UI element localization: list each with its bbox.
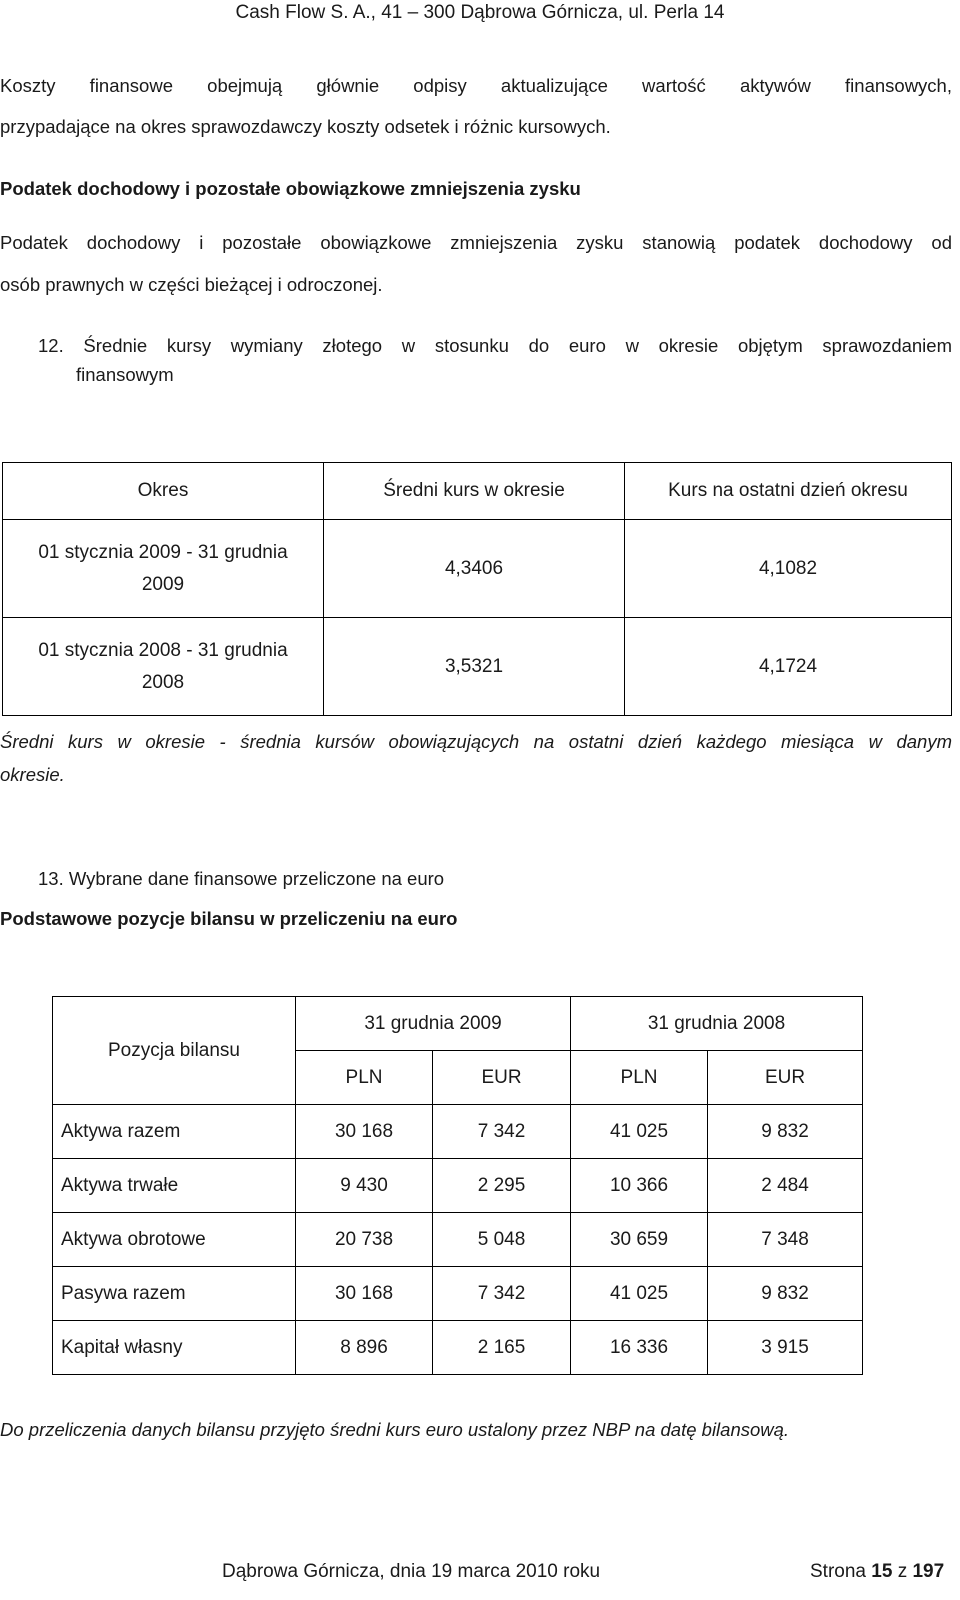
value-pln-2009: 9 430 bbox=[296, 1159, 433, 1213]
table-row bbox=[53, 1321, 863, 1375]
value-eur-2009: 7 342 bbox=[433, 1105, 571, 1159]
header-period: Okres bbox=[3, 463, 324, 520]
section-13-title: 13. Wybrane dane finansowe przeliczone na euro bbox=[38, 868, 445, 889]
value-pln-2008: 30 659 bbox=[571, 1213, 708, 1267]
header-eur-2008: EUR bbox=[708, 1051, 863, 1105]
header-eur-2009: EUR bbox=[433, 1051, 571, 1105]
value-eur-2009: 2 295 bbox=[433, 1159, 571, 1213]
table-row bbox=[53, 1267, 863, 1321]
footer-location-date: Dąbrowa Górnicza, dnia 19 marca 2010 roku bbox=[222, 1561, 601, 1582]
section-13-subtitle: Podstawowe pozycje bilansu w przeliczeniu na euro bbox=[0, 908, 458, 929]
table-row bbox=[53, 1105, 863, 1159]
period-line-1: 01 stycznia 2009 - 31 grudnia bbox=[38, 541, 288, 563]
value-eur-2009: 7 342 bbox=[433, 1267, 571, 1321]
tax-paragraph-line-2: osób prawnych w części bieżącej i odroczonej. bbox=[0, 274, 383, 295]
exchange-rate-table bbox=[2, 462, 952, 716]
row-label: Aktywa obrotowe bbox=[53, 1213, 296, 1267]
conversion-note: Do przeliczenia danych bilansu przyjęto średni kurs euro ustalony przez NBP na datę bilansową. bbox=[0, 1419, 790, 1440]
value-eur-2008: 9 832 bbox=[708, 1105, 863, 1159]
table-row bbox=[3, 520, 952, 618]
average-rate-cell: 3,5321 bbox=[324, 618, 625, 716]
value-pln-2009: 8 896 bbox=[296, 1321, 433, 1375]
value-eur-2009: 2 165 bbox=[433, 1321, 571, 1375]
value-eur-2008: 9 832 bbox=[708, 1267, 863, 1321]
header-last-day-rate: Kurs na ostatni dzień okresu bbox=[625, 463, 952, 520]
page-header: Cash Flow S. A., 41 – 300 Dąbrowa Górnicza, ul. Perla 14 bbox=[235, 2, 725, 23]
period-cell bbox=[3, 618, 324, 716]
value-pln-2009: 30 168 bbox=[296, 1105, 433, 1159]
header-year-2008: 31 grudnia 2008 bbox=[571, 997, 863, 1051]
value-pln-2008: 41 025 bbox=[571, 1267, 708, 1321]
page-separator: z bbox=[897, 1561, 908, 1582]
value-eur-2008: 7 348 bbox=[708, 1213, 863, 1267]
period-line-2: 2008 bbox=[141, 671, 185, 693]
value-pln-2009: 20 738 bbox=[296, 1213, 433, 1267]
value-pln-2009: 30 168 bbox=[296, 1267, 433, 1321]
header-average-rate: Średni kurs w okresie bbox=[324, 463, 625, 520]
section-12-title-line-2: finansowym bbox=[76, 364, 174, 385]
value-eur-2008: 3 915 bbox=[708, 1321, 863, 1375]
page-prefix: Strona bbox=[810, 1561, 866, 1582]
table-row bbox=[53, 1159, 863, 1213]
table-header-row bbox=[3, 463, 952, 520]
period-line-2: 2009 bbox=[141, 573, 185, 595]
page-total: 197 bbox=[912, 1561, 945, 1582]
row-label: Kapitał własny bbox=[53, 1321, 296, 1375]
table-row bbox=[3, 618, 952, 716]
header-year-2009: 31 grudnia 2009 bbox=[296, 997, 571, 1051]
value-pln-2008: 41 025 bbox=[571, 1105, 708, 1159]
row-label: Aktywa trwałe bbox=[53, 1159, 296, 1213]
costs-paragraph-line-2: przypadające na okres sprawozdawczy koszty odsetek i różnic kursowych. bbox=[0, 116, 611, 137]
tax-paragraph-line-1: Podatek dochodowy i pozostałe obowiązkowe zmniejszenia zysku stanowią podatek dochodowy od bbox=[0, 232, 952, 253]
value-eur-2008: 2 484 bbox=[708, 1159, 863, 1213]
tax-heading: Podatek dochodowy i pozostałe obowiązkowe zmniejszenia zysku bbox=[0, 178, 581, 199]
costs-paragraph-line-1: Koszty finansowe obejmują głównie odpisy aktualizujące wartość aktywów finansowych, bbox=[0, 75, 952, 96]
header-pln-2008: PLN bbox=[571, 1051, 708, 1105]
average-rate-note-line-2: okresie. bbox=[0, 764, 65, 785]
value-eur-2009: 5 048 bbox=[433, 1213, 571, 1267]
table-header-row bbox=[53, 997, 863, 1051]
row-label: Pasywa razem bbox=[53, 1267, 296, 1321]
header-pln-2009: PLN bbox=[296, 1051, 433, 1105]
last-day-rate-cell: 4,1724 bbox=[625, 618, 952, 716]
average-rate-cell: 4,3406 bbox=[324, 520, 625, 618]
page-current: 15 bbox=[871, 1561, 893, 1582]
header-balance-item: Pozycja bilansu bbox=[53, 997, 296, 1105]
value-pln-2008: 10 366 bbox=[571, 1159, 708, 1213]
last-day-rate-cell: 4,1082 bbox=[625, 520, 952, 618]
section-12-title-line-1: 12. Średnie kursy wymiany złotego w stosunku do euro w okresie objętym sprawozdaniem bbox=[38, 335, 952, 356]
footer-page-number bbox=[810, 1556, 944, 1588]
table-row bbox=[53, 1213, 863, 1267]
period-line-1: 01 stycznia 2008 - 31 grudnia bbox=[38, 639, 288, 661]
average-rate-note-line-1: Średni kurs w okresie - średnia kursów obowiązujących na ostatni dzień każdego miesiąca w danym bbox=[0, 731, 952, 752]
balance-sheet-table bbox=[52, 996, 863, 1375]
period-cell bbox=[3, 520, 324, 618]
value-pln-2008: 16 336 bbox=[571, 1321, 708, 1375]
row-label: Aktywa razem bbox=[53, 1105, 296, 1159]
